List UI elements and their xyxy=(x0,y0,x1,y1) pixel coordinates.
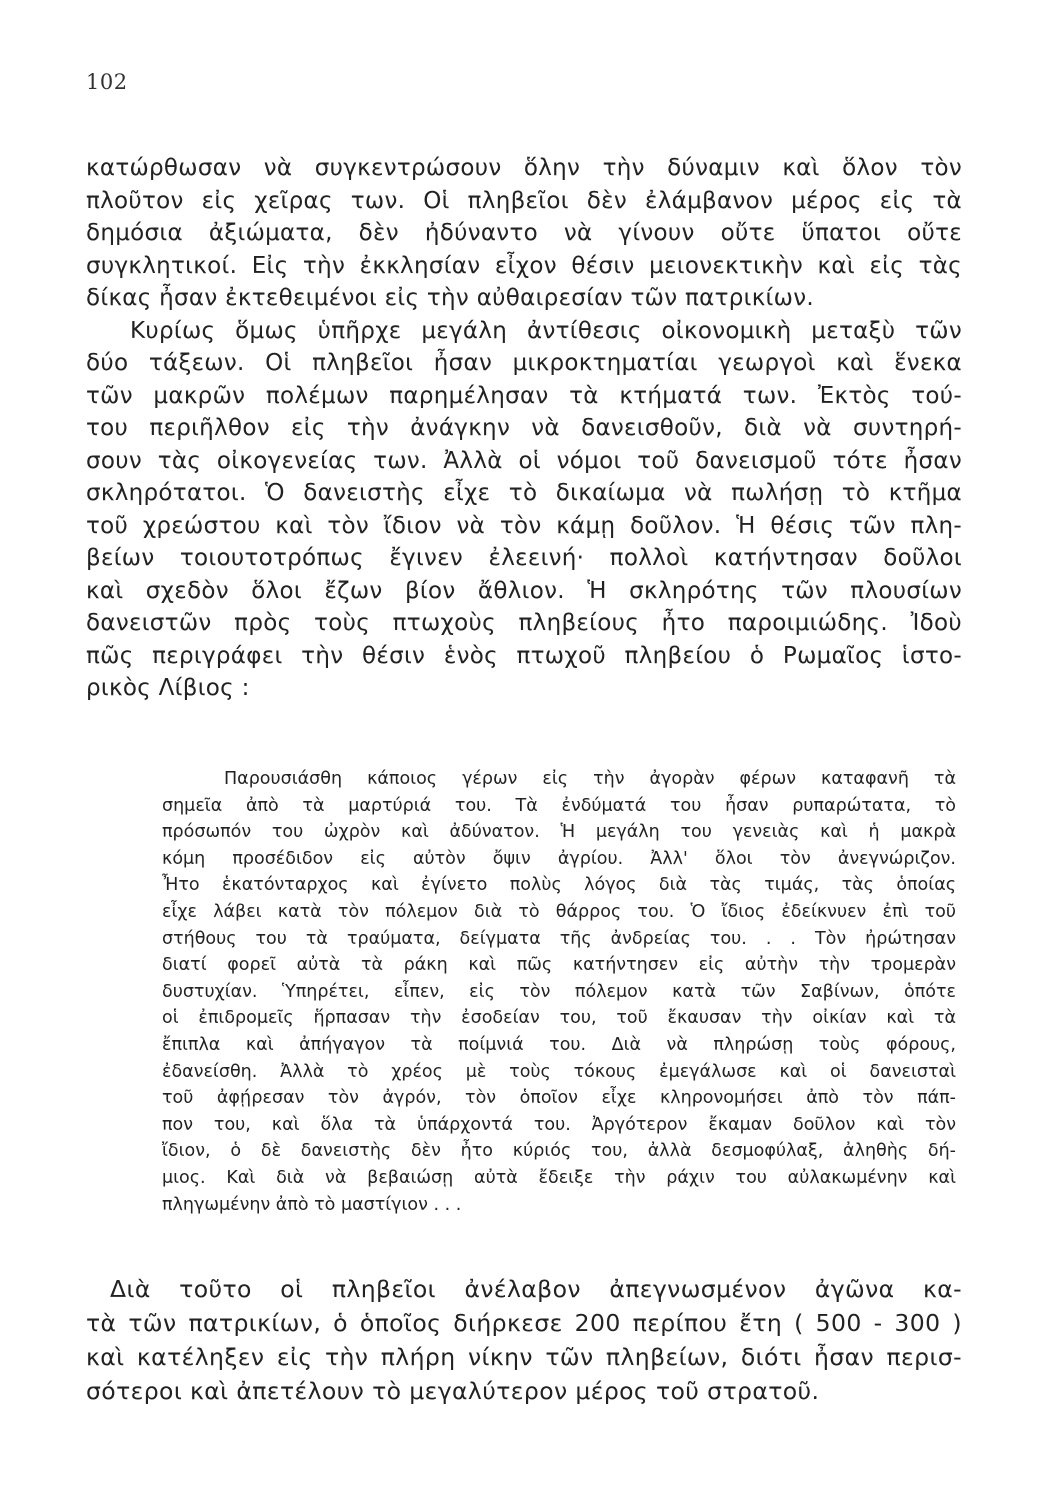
text-line: Κυρίως ὅμως ὑπῆρχε μεγάλη ἀντίθεσις οἰκονομικὴ μεταξὺ τῶν xyxy=(130,317,962,344)
text-line: καὶ κατέληξεν εἰς τὴν πλήρη νίκην τῶν πληβείων, διότι ἦσαν περισ- xyxy=(86,1343,962,1371)
text-line: τοῦ χρεώστου καὶ τὸν ἴδιον νὰ τὸν κάμῃ δοῦλον. Ἡ θέσις τῶν πλη- xyxy=(86,512,962,539)
quote-line: τοῦ ἀφῄρεσαν τὸν ἀγρόν, τὸν ὁποῖον εἶχε κληρονομήσει ἀπὸ τὸν πάπ- xyxy=(162,1088,956,1109)
text-line: του περιῆλθον εἰς τὴν ἀνάγκην νὰ δανεισθοῦν, διὰ νὰ συντηρή- xyxy=(86,415,962,441)
text-line: τῶν μακρῶν πολέμων παρημέλησαν τὰ κτήματά των. Ἐκτὸς τού- xyxy=(86,382,962,409)
quote-line: στήθους του τὰ τραύματα, δείγματα τῆς ἀνδρείας του. . . Τὸν ἠρώτησαν xyxy=(162,928,956,949)
text-line: δημόσια ἀξιώματα, δὲν ἠδύναντο νὰ γίνουν οὔτε ὕπατοι οὔτε xyxy=(86,220,962,246)
text-line: Διὰ τοῦτο οἱ πληβεῖοι ἀνέλαβον ἀπεγνωσμένον ἀγῶνα κα- xyxy=(110,1275,962,1303)
text-line: σκληρότατοι. Ὁ δανειστὴς εἶχε τὸ δικαίωμα νὰ πωλήσῃ τὸ κτῆμα xyxy=(86,480,962,506)
quote-line: σημεῖα ἀπὸ τὰ μαρτύριά του. Τὰ ἐνδύματά του ἦσαν ρυπαρώτατα, τὸ xyxy=(162,795,956,816)
quote-line: εἶχε λάβει κατὰ τὸν πόλεμον διὰ τὸ θάρρος του. Ὁ ἴδιος ἐδείκνυεν ἐπὶ τοῦ xyxy=(162,901,956,922)
quote-line: πρόσωπόν του ὠχρὸν καὶ ἀδύνατον. Ἡ μεγάλη του γενειὰς καὶ ἡ μακρὰ xyxy=(162,822,956,843)
text-line: ρικὸς Λίβιος : xyxy=(86,675,250,701)
closing-paragraph xyxy=(86,1272,962,1408)
text-line: βείων τοιουτοτρόπως ἔγινεν ἐλεεινή· πολλοὶ κατήντησαν δοῦλοι xyxy=(86,545,962,571)
paragraph-2 xyxy=(86,315,962,705)
quote-line: ἔπιπλα καὶ ἀπήγαγον τὰ ποίμνιά του. Διὰ νὰ πληρώσῃ τοὺς φόρους, xyxy=(162,1034,956,1055)
quote-line: πληγωμένην ἀπὸ τὸ μαστίγιον . . . xyxy=(162,1194,462,1215)
quote-line: Ἦτο ἑκατόνταρχος καὶ ἐγίνετο πολὺς λόγος διὰ τὰς τιμάς, τὰς ὁποίας xyxy=(162,875,956,896)
quote-line: ἴδιον, ὁ δὲ δανειστὴς δὲν ἦτο κύριός του, ἀλλὰ δεσμοφύλαξ, ἀληθὴς δή- xyxy=(162,1141,956,1162)
quote-line: διατί φορεῖ αὐτὰ τὰ ράκη καὶ πῶς κατήντησεν εἰς αὐτὴν τὴν τρομερὰν xyxy=(162,955,956,976)
main-text xyxy=(86,152,962,705)
text-line: τὰ τῶν πατρικίων, ὁ ὁποῖος διήρκεσε 200 περίπου ἔτη ( 500 - 300 ) xyxy=(86,1309,962,1337)
quote-line: ἐδανείσθη. Ἀλλὰ τὸ χρέος μὲ τοὺς τόκους ἐμεγάλωσε καὶ οἱ δανεισταὶ xyxy=(162,1061,956,1082)
text-line: δύο τάξεων. Οἱ πληβεῖοι ἦσαν μικροκτηματίαι γεωργοὶ καὶ ἕνεκα xyxy=(86,350,962,376)
paragraph-1 xyxy=(86,152,962,315)
quote-line: μιος. Καὶ διὰ νὰ βεβαιώσῃ αὐτὰ ἔδειξε τὴν ράχιν του αὐλακωμένην καὶ xyxy=(162,1167,956,1188)
text-line: πῶς περιγράφει τὴν θέσιν ἑνὸς πτωχοῦ πληβείου ὁ Ρωμαῖος ἱστο- xyxy=(86,642,962,669)
page-number: 102 xyxy=(86,70,128,94)
text-line: κατώρθωσαν νὰ συγκεντρώσουν ὅλην τὴν δύναμιν καὶ ὅλον τὸν xyxy=(86,155,962,181)
text-line: καὶ σχεδὸν ὅλοι ἔζων βίον ἄθλιον. Ἡ σκληρότης τῶν πλουσίων xyxy=(86,577,962,604)
quote-line: πον του, καὶ ὅλα τὰ ὑπάρχοντά του. Ἀργότερον ἔκαμαν δοῦλον καὶ τὸν xyxy=(162,1114,956,1135)
quote-line: Παρουσιάσθη κάποιος γέρων εἰς τὴν ἀγορὰν φέρων καταφανῆ τὰ xyxy=(224,769,956,789)
text-line: δανειστῶν πρὸς τοὺς πτωχοὺς πληβείους ἦτο παροιμιώδης. Ἰδοὺ xyxy=(86,610,962,636)
text-line: πλοῦτον εἰς χεῖρας των. Οἱ πληβεῖοι δὲν ἐλάμβανον μέρος εἰς τὰ xyxy=(86,187,962,214)
text-line: σότεροι καὶ ἀπετέλουν τὸ μεγαλύτερον μέρος τοῦ στρατοῦ. xyxy=(86,1377,820,1405)
text-line: συγκλητικοί. Εἰς τὴν ἐκκλησίαν εἶχον θέσιν μειονεκτικὴν καὶ εἰς τὰς xyxy=(86,252,962,279)
livy-quote xyxy=(162,766,956,1218)
quote-line: δυστυχίαν. Ὑπηρέτει, εἶπεν, εἰς τὸν πόλεμον κατὰ τῶν Σαβίνων, ὁπότε xyxy=(162,981,956,1002)
text-line: σουν τὰς οἰκογενείας των. Ἀλλὰ οἱ νόμοι τοῦ δανεισμοῦ τότε ἦσαν xyxy=(86,447,962,474)
quote-line: οἱ ἐπιδρομεῖς ἥρπασαν τὴν ἐσοδείαν του, τοῦ ἔκαυσαν τὴν οἰκίαν καὶ τὰ xyxy=(162,1008,956,1029)
text-line: δίκας ἦσαν ἐκτεθειμένοι εἰς τὴν αὐθαιρεσίαν τῶν πατρικίων. xyxy=(86,285,814,311)
quote-line: κόμη προσέδιδον εἰς αὐτὸν ὄψιν ἀγρίου. Ἀλλ' ὅλοι τὸν ἀνεγνώριζον. xyxy=(162,848,956,869)
